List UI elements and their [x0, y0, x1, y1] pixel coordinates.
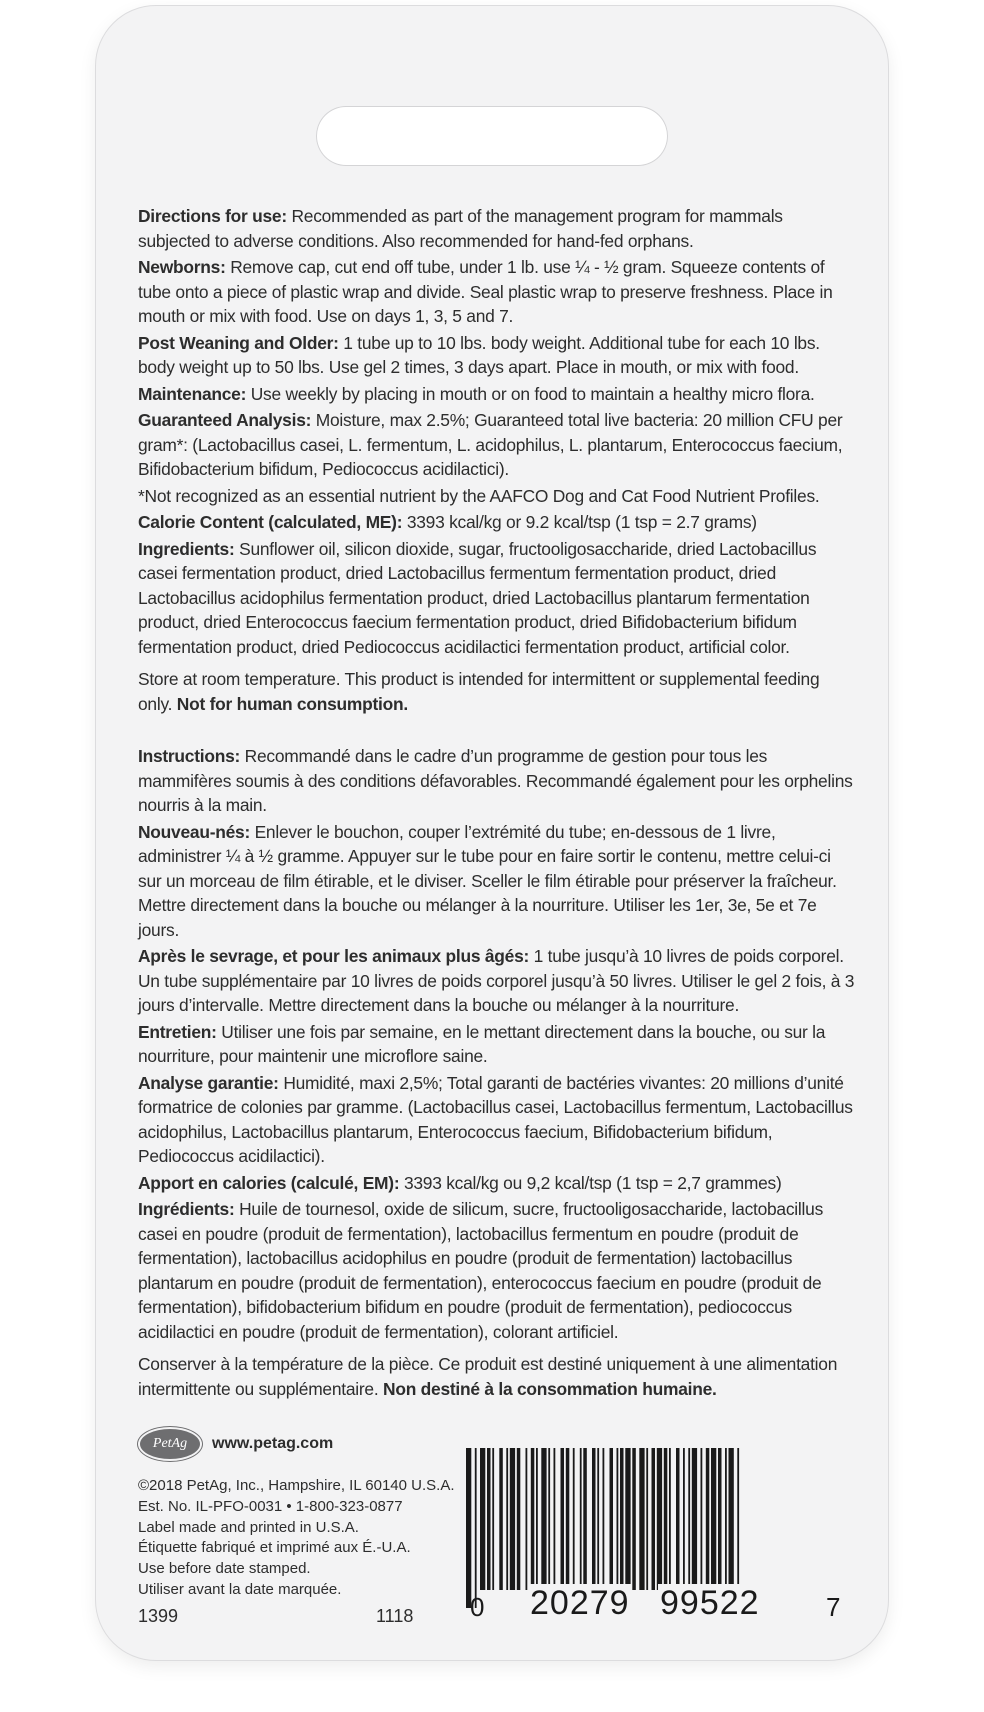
- french-section: [138, 744, 858, 1403]
- english-section: [138, 204, 858, 718]
- barcode: [466, 1448, 846, 1608]
- barcode-bar: [592, 1448, 596, 1590]
- barcode-bar: [541, 1448, 546, 1590]
- newborns-text: Remove cap, cut end off tube, under 1 lb. use ¼ - ½ gram. Squeeze contents of tube onto a piece of plastic wrap and divide. Seal plastic wrap to preserve freshness. Place in mouth or mix with food. Use on days 1, 3, 5 and 7.: [138, 257, 833, 326]
- barcode-bar: [718, 1448, 722, 1590]
- brand-row: [138, 1426, 333, 1462]
- instructions-label: Instructions:: [138, 746, 241, 766]
- barcode-bar: [664, 1448, 668, 1590]
- newborns-label: Newborns:: [138, 257, 226, 277]
- directions-label: Directions for use:: [138, 206, 287, 226]
- analysis-label: Guaranteed Analysis:: [138, 410, 312, 430]
- entretien-paragraph: [138, 1020, 858, 1069]
- barcode-bar: [620, 1448, 624, 1590]
- analyse-text: Humidité, maxi 2,5%; Total garanti de bactéries vivantes: 20 millions d’unité formatrice de colonies par gramme. (Lactobacillus casei, Lactobacillus fermentum, Lactobacillus acidophilus, Lactobacillus plantarum, Enterococcus faecium, Bifidobacterium bifidum, Pediococcus acidilactici).: [138, 1072, 853, 1166]
- instructions-text: Recommandé dans le cadre d’un programme de gestion pour tous les mammifères soumis à des conditions défavorables. Recommandé également pour les orphelins nourris à la main.: [138, 746, 853, 815]
- barcode-bar: [526, 1448, 528, 1590]
- maintenance-label: Maintenance:: [138, 383, 247, 404]
- instructions-paragraph: [138, 744, 858, 818]
- barcode-bar: [646, 1448, 648, 1590]
- post-weaning-paragraph: [138, 331, 858, 380]
- barcode-bar: [510, 1448, 515, 1590]
- barcode-bar: [657, 1448, 662, 1590]
- barcode-bar: [706, 1448, 710, 1590]
- barcode-check-digit: 7: [826, 1592, 841, 1622]
- legal-line: ©2018 PetAg, Inc., Hampshire, IL 60140 U.S.A.: [138, 1477, 455, 1494]
- barcode-bar: [531, 1448, 535, 1590]
- barcode-bar: [499, 1448, 503, 1590]
- analysis-paragraph: [138, 408, 858, 482]
- legal-line: Label made and printed in U.S.A.: [138, 1518, 359, 1536]
- legal-text: [138, 1476, 498, 1601]
- barcode-group-left: 20279: [530, 1584, 630, 1622]
- entretien-text: Utiliser une fois par semaine, en le mettant directement dans la bouche, ou sur la nourriture, pour maintenir une microflore saine.: [138, 1021, 826, 1066]
- barcode-bar: [669, 1448, 671, 1590]
- nouveau-nes-paragraph: [138, 820, 858, 943]
- analyse-paragraph: [138, 1071, 858, 1169]
- website-link[interactable]: www.petag.com: [212, 1435, 334, 1452]
- calorie-text: 3393 kcal/kg or 9.2 kcal/tsp (1 tsp = 2.7 grams): [402, 512, 757, 532]
- entretien-label: Entretien:: [138, 1021, 217, 1042]
- barcode-bar: [632, 1448, 636, 1590]
- newborns-paragraph: [138, 255, 858, 329]
- conservation-warning: Non destiné à la consommation humaine.: [383, 1378, 717, 1399]
- barcode-bar: [583, 1448, 587, 1590]
- barcode-bar: [725, 1448, 727, 1590]
- barcode-bar: [566, 1448, 570, 1590]
- calorie-label: Calorie Content (calculated, ME):: [138, 512, 403, 532]
- barcode-bar: [548, 1448, 550, 1590]
- lot-code-right: 1118: [376, 1606, 414, 1626]
- barcode-bar: [573, 1448, 575, 1590]
- apres-sevrage-paragraph: [138, 944, 858, 1018]
- barcode-bar: [676, 1448, 680, 1590]
- barcode-bar: [701, 1448, 703, 1590]
- storage-text: Store at room temperature. This product is intended for intermittent or supplemental feeding only.: [138, 669, 820, 714]
- apres-sevrage-label: Après le sevrage, et pour les animaux plus âgés:: [138, 946, 530, 966]
- barcode-bar: [475, 1448, 477, 1608]
- analysis-text: Moisture, max 2.5%; Guaranteed total live bacteria: 20 million CFU per gram*: (Lactobacillus casei, L. fermentum, L. acidophilus, L. plantarum, Enterococcus faecium, Bifidobacterium bifidum, Pediococcus acidilactici).: [138, 410, 843, 479]
- barcode-bar: [617, 1448, 619, 1590]
- legal-line: Étiquette fabriqué et imprimé aux É.-U.A.: [138, 1539, 411, 1557]
- legal-line: Utiliser avant la date marquée.: [138, 1580, 342, 1598]
- barcode-bar: [692, 1448, 697, 1590]
- post-weaning-label: Post Weaning and Older:: [138, 332, 339, 353]
- directions-paragraph: [138, 204, 858, 253]
- barcode-bar: [492, 1448, 494, 1590]
- barcode-bar: [561, 1448, 565, 1590]
- barcode-bar: [688, 1448, 690, 1590]
- storage-warning: Not for human consumption.: [176, 693, 408, 714]
- barcode-bar: [639, 1448, 644, 1590]
- barcode-bar: [466, 1448, 471, 1608]
- barcode-bar: [487, 1448, 491, 1590]
- barcode-first-digit: 0: [470, 1592, 485, 1622]
- apres-sevrage-text: 1 tube jusqu’à 10 livres de poids corporel. Un tube supplémentaire par 10 livres de poids corporel jusqu’à 50 livres. Utiliser le gel 2 fois, à 3 jours d’intervalle. Mettre directement dans la bouche ou mélanger à la nourriture.: [138, 946, 855, 1015]
- directions-text: Recommended as part of the management program for mammals subjected to adverse conditions. Also recommended for hand-fed orphans.: [138, 206, 783, 251]
- conservation-paragraph: [138, 1352, 858, 1401]
- apport-label: Apport en calories (calculé, EM):: [138, 1172, 400, 1193]
- petag-logo: PetAg: [138, 1427, 202, 1461]
- barcode-bar: [711, 1448, 716, 1590]
- storage-paragraph: [138, 667, 858, 716]
- ingredients-paragraph: [138, 537, 858, 660]
- maintenance-paragraph: [138, 382, 858, 407]
- calorie-paragraph: [138, 510, 858, 535]
- barcode-bar: [597, 1448, 599, 1590]
- barcode-group-right: 99522: [660, 1584, 760, 1622]
- legal-line: Est. No. IL-PFO-0031 • 1-800-323-0877: [138, 1497, 403, 1515]
- maintenance-text: Use weekly by placing in mouth or on food to maintain a healthy micro flora.: [246, 383, 815, 404]
- nouveau-nes-text: Enlever le bouchon, couper l’extrémité du tube; en-dessous de 1 livre, administrer ¼ à ½ gramme. Appuyer sur le tube pour en faire sortir le contenu, mettre celui-ci sur un morceau de film étirable, et le diviser. Sceller le film étirable pour préserver la fraîcheur. Mettre directement dans la bouche ou mélanger à la nourriture. Utiliser les 1er, 3e, 5e et 7e jours.: [138, 821, 837, 940]
- ingredients-label: Ingredients:: [138, 538, 235, 559]
- barcode-bar: [625, 1448, 630, 1590]
- ingredients-fr-paragraph: [138, 1197, 858, 1344]
- barcode-bar: [652, 1448, 656, 1590]
- barcode-bar: [554, 1448, 556, 1590]
- nouveau-nes-label: Nouveau-nés:: [138, 821, 250, 842]
- ingredients-fr-label: Ingrédients:: [138, 1199, 235, 1219]
- post-weaning-text: 1 tube up to 10 lbs. body weight. Additional tube for each 10 lbs. body weight up to 50 lbs. Use gel 2 times, 3 days apart. Place in mouth, or mix with food.: [138, 332, 820, 377]
- barcode-bar: [480, 1448, 485, 1590]
- analyse-label: Analyse garantie:: [138, 1072, 279, 1093]
- apport-text: 3393 kcal/kg ou 9,2 kcal/tsp (1 tsp = 2,7 grammes): [399, 1172, 782, 1193]
- lot-code-left: 1399: [138, 1606, 179, 1626]
- aafco-footnote: *Not recognized as an essential nutrient by the AAFCO Dog and Cat Food Nutrient Profiles.: [138, 485, 820, 506]
- legal-line: Use before date stamped.: [138, 1560, 311, 1578]
- ingredients-text: Sunflower oil, silicon dioxide, sugar, fructooligosaccharide, dried Lactobacillus casei fermentation product, dried Lactobacillus fermentum fermentation product, dried Lactobacillus acidophilus fermentation product, dried Lactobacillus plantarum fermentation product, dried Enterococcus faecium fermentation product, dried Bifidobacterium bifidum fermentation product, dried Pediococcus acidilactici fermentation product, artificial color.: [138, 538, 817, 657]
- barcode-bar: [580, 1448, 582, 1590]
- apport-paragraph: [138, 1171, 858, 1196]
- hang-hole: [316, 106, 668, 166]
- barcode-bar: [536, 1448, 538, 1590]
- conservation-text: Conserver à la température de la pièce. Ce produit est destiné uniquement à une alimentation intermittente ou supplémentaire.: [138, 1354, 838, 1399]
- barcode-bar: [683, 1448, 685, 1590]
- barcode-bar: [517, 1448, 521, 1590]
- barcode-bar: [506, 1448, 508, 1590]
- ingredients-fr-text: Huile de tournesol, oxide de silicum, sucre, fructooligosaccharide, lactobacillus casei en poudre (produit de fermentation), lactobacillus fermentum en poudre (produit de fermentation), lactobacillus acidophilus en poudre (produit de fermentation) lactobacillus plantarum en poudre (produit de fermentation), enterococcus faecium en poudre (produit de fermentation), bifidobacterium bifidum en poudre (produit de fermentation), pediococcus acidilactici en poudre (produit de fermentation), colorant artificiel.: [138, 1199, 824, 1342]
